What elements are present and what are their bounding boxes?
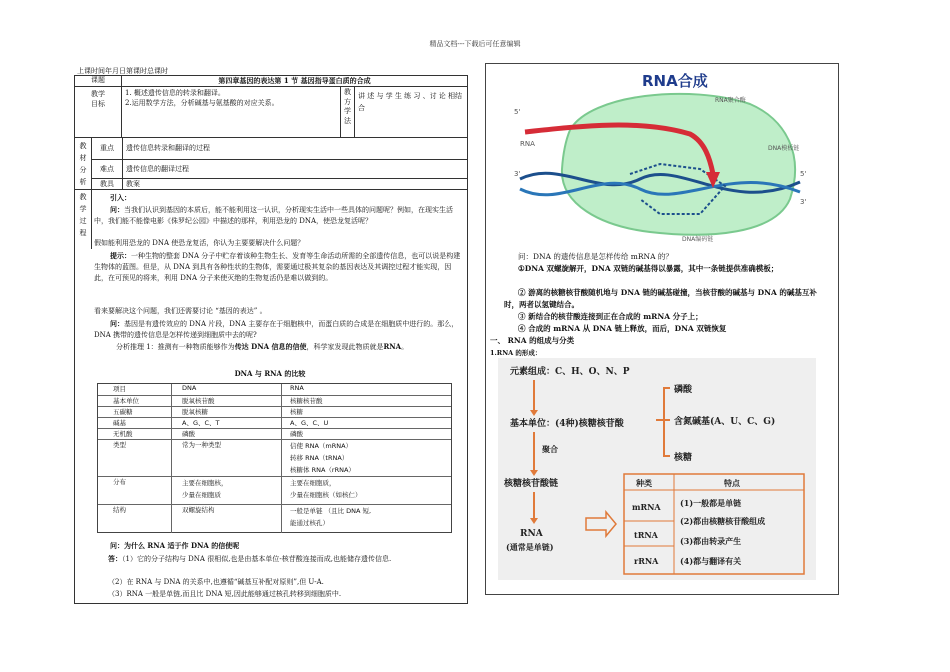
process-label: 教 学 过 程 <box>79 193 87 237</box>
answer-2: （2）在 RNA 与 DNA 的关系中,也遵循“碱基互补配对原则”,但 U-A. <box>108 578 324 586</box>
ask-line: 看来要解决这个问题，我们还需要讨论 “基因的表达” 。 <box>94 307 267 315</box>
tools-text: 教案 <box>122 179 467 190</box>
ribose-label: 核糖 <box>674 453 693 463</box>
rna-label: RNA <box>520 529 543 539</box>
step-2: ② 游离的核糖核苷酸随机地与 DNA 链的碱基碰撞，当核苷酸的碱基与 DNA 的碱基互补时，两者以氢键结合。 <box>504 288 817 309</box>
table-row: 碱基 A、G、C、T A、G、C、U <box>98 417 451 429</box>
table-row: 五碳糖 脱氧核糖 核糖 <box>98 406 451 418</box>
topic-label: 课题 <box>91 76 105 84</box>
types-header: 种类 <box>636 478 652 488</box>
question-3: 问：为什么 RNA 适于作 DNA 的信使呢 <box>110 541 240 550</box>
step-4: ④ 合成的 mRNA 从 DNA 链上释放，而后，DNA 双链恢复 <box>518 324 727 333</box>
step-3: ③ 新结合的核苷酸连接到正在合成的 mRNA 分子上； <box>518 312 703 321</box>
arrow-to-table <box>586 512 616 536</box>
feature-2: (2)都由核糖核苷酸组成 <box>680 516 766 526</box>
subsection-heading: 1.RNA 的形成： <box>490 349 542 357</box>
table-row: 项目 DNA RNA <box>98 384 451 395</box>
feature-4: (4)都与翻译有关 <box>680 556 742 566</box>
question-1: 问：当我们认识到基因的本质后，能不能利用这一认识，分析现实生活中一些具体的问题呢？例如，在现实生活中，我们能不能像电影《侏罗纪公园》中描述的那样，利用恐龙的 DNA，使恐龙复活呢？ <box>94 205 453 226</box>
answer-1: 答：（1）它的分子结构与 DNA 很相似,也是由基本单位-核苷酸连接而成,也能储存遗传信息. <box>108 554 392 563</box>
trna-label: tRNA <box>634 530 658 540</box>
rna-composition-figure <box>498 358 816 580</box>
table-row: 无机酸 磷酸 磷酸 <box>98 428 451 440</box>
key-label: 重点 <box>100 144 114 152</box>
header-note: 精品文档---下载后可任意编辑 <box>429 40 521 48</box>
step-1: ①DNA 双螺旋解开，DNA 双链的碱基得以暴露，其中一条链提供准确模板； <box>518 264 779 273</box>
feature-1: (1)一般都是单链 <box>680 498 742 508</box>
key-text: 遗传信息转录和翻译的过程 <box>122 138 467 159</box>
method-label: 教 方 学 法 <box>340 87 354 138</box>
comparison-title: DNA 与 RNA 的比较 <box>234 369 306 378</box>
section-heading: 一、 RNA 的组成与分类 <box>490 336 575 345</box>
label-template-strand: DNA模板链 <box>768 145 800 152</box>
question-2: 问：基因是有遗传效应的 DNA 片段，DNA 主要存在于细胞核中，而蛋白质的合成是在细胞质中进行的。那么，DNA 携带的遗传信息是怎样传递到细胞质中去的呢? <box>94 319 459 340</box>
table-row: 结构 双螺旋结构 一般是单链 （且比 DNA 短, 能通过核孔） <box>98 504 451 533</box>
elements-label: 元素组成：C、H、O、N、P <box>510 367 630 377</box>
table-row: 分布 主要在细胞核， 少量在细胞质 主要在细胞质， 少量在细胞核（如核仁） <box>98 476 451 505</box>
method-text: 讲 述 与 学 生 练 习 、讨 论 相结合 <box>354 87 467 138</box>
label-polymerase: RNA聚合酶 <box>715 97 746 104</box>
label-coding-strand: DNA编码链 <box>682 236 714 243</box>
rna-note: (通常是单链) <box>506 542 554 552</box>
figure-title: RNA合成 <box>642 72 708 90</box>
label-5prime: 5' <box>514 108 521 116</box>
label-3prime: 3' <box>514 170 521 178</box>
phosphate-label: 磷酸 <box>674 385 693 395</box>
base-label: 含氮碱基(A、U、C、G) <box>674 417 776 427</box>
feature-3: (3)都由转录产生 <box>680 536 742 546</box>
rrna-label: rRNA <box>634 556 659 566</box>
mrna-label: mRNA <box>632 502 661 512</box>
tools-label: 教具 <box>100 180 114 188</box>
goal-label: 教学 目标 <box>91 90 105 108</box>
dna-rna-comparison-table <box>97 383 452 533</box>
rna-synthesis-figure <box>500 64 818 244</box>
table-row: 基本单位 脱氧核苷酸 核糖核苷酸 <box>98 395 451 407</box>
label-3prime-right: 3' <box>800 198 807 206</box>
goal-text: 1. 概述遗传信息的转录和翻译。 2.运用数学方法，分析碱基与氨基酸的对应关系。 <box>121 87 340 138</box>
intro-heading: 引入： <box>110 193 131 202</box>
basic-unit-label: 基本单位：(4种)核糖核苷酸 <box>510 419 624 429</box>
features-header: 特点 <box>724 478 740 488</box>
inference-1: 分析推理 1：推测有一种物质能够作为传达 DNA 信息的信使，科学家发现此物质就是RNA。 <box>116 342 409 351</box>
table-row: 类型 常为一种类型 信使 RNA（mRNA） 转移 RNA（tRNA） 核糖体 RNA（rRNA） <box>98 439 451 477</box>
analysis-label: 教 材 分 析 <box>79 142 87 186</box>
question-1b: 假如能利用恐龙的 DNA 使恐龙复活，你认为主要要解决什么问题？ <box>94 239 305 247</box>
chain-label: 核糖核苷酸链 <box>504 479 559 489</box>
topic-title: 第四章基因的表达第 1 节 基因指导蛋白质的合成 <box>121 75 467 86</box>
hard-label: 难点 <box>100 165 114 173</box>
polymerize-label: 聚合 <box>542 444 558 454</box>
answer-3: （3）RNA 一般是单链,而且比 DNA 短,因此能够通过核孔转移到细胞质中. <box>108 590 342 598</box>
hard-text: 遗传信息的翻译过程 <box>122 160 467 179</box>
hint-paragraph: 提示：一种生物的整套 DNA 分子中贮存着该种生物生长、发育等生命活动所需的全部遗传信息，也可以说是构建生物体的蓝图。但是，从 DNA 到具有各种性状的生物体，需要通过极其复杂的基因表达及其调控过程才能实现，因此，在可预见的将来，利用 DNA 分子来使灭绝的生物复活仍是难以做到的。 <box>94 251 461 283</box>
lesson-time-line: 上课时间年月日第课时总课时 <box>77 67 168 75</box>
label-5prime-right: 5' <box>800 170 807 178</box>
right-question: 问：DNA 的遗传信息是怎样传给 mRNA 的？ <box>518 252 673 261</box>
label-rna: RNA <box>520 140 535 148</box>
lesson-table <box>74 75 468 190</box>
